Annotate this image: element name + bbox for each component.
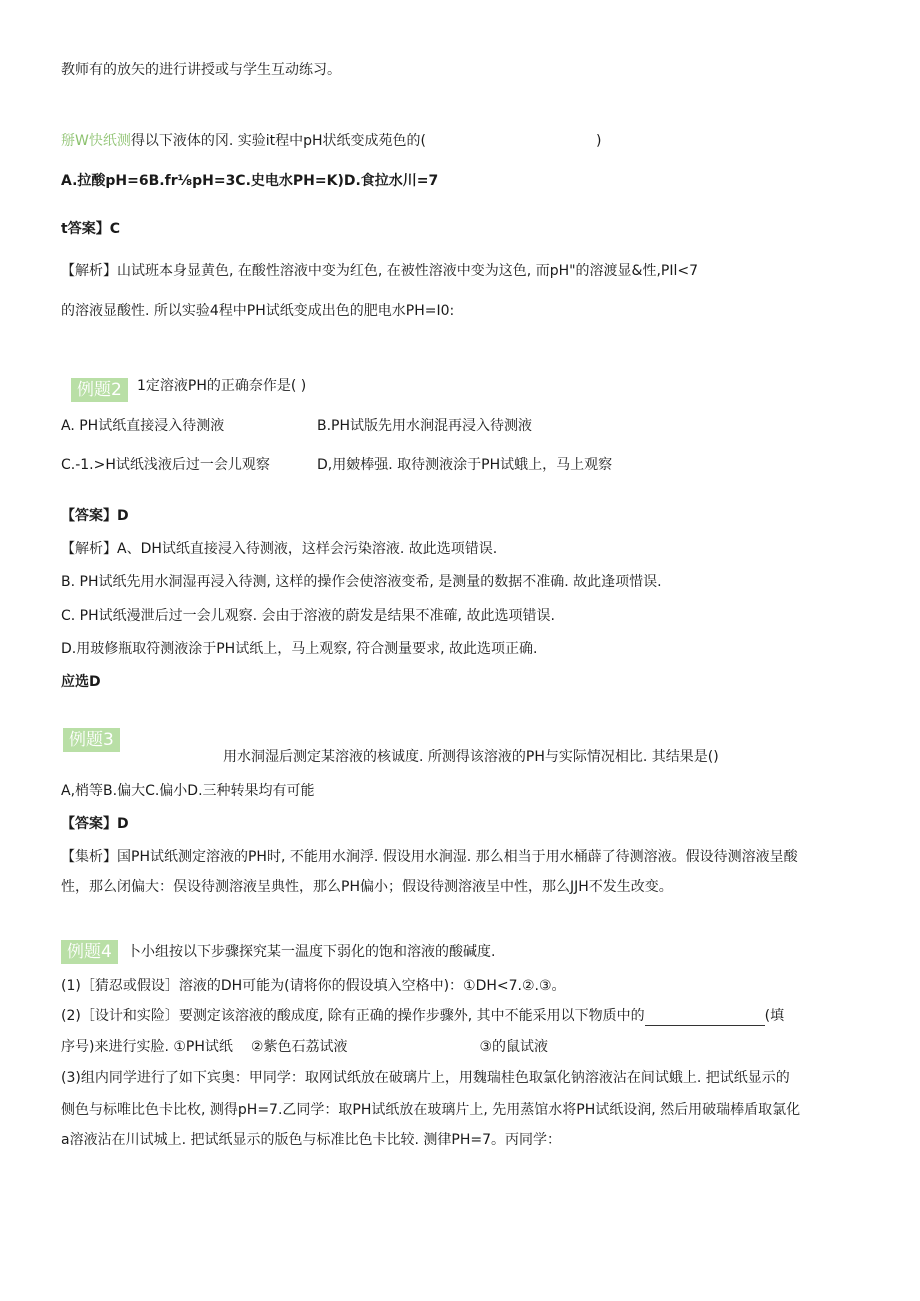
example-4-option-2: ②紫色石荔试液 (250, 1039, 348, 1055)
question-1-close: ) (596, 133, 602, 149)
example-3-question: 用水洞湿后测定某溶液的核诚度. 所测得该溶液的PH与实际情况相比. 其结果是() (223, 749, 719, 765)
example-3-options: A,梢等B.偏大C.偏小D.三种转果均有可能 (61, 783, 315, 799)
example-2-answer: 【答案】D (61, 508, 129, 524)
answer-blank[interactable] (645, 1009, 765, 1026)
example-2-explanation-2: B. PH试纸先用水洞湿再浸入待测, 这样的操作会使溶液变希, 是测量的数据不准确. 故此逢项惜误. (61, 574, 662, 590)
example-3-explanation-2: 性，那么闭偏大：俣设待测溶液呈典性，那么PH偏小；假设待测溶液呈中性，那么JJH不发生改变。 (61, 879, 673, 895)
example-4-part-2-fill: (填 (764, 1008, 785, 1024)
example-4-part-2-cont (61, 1037, 548, 1057)
example-2-explanation-3: C. PH试纸漫泄后过一会儿观察. 会由于溶液的蔚发是结果不准確, 故此选项错误. (61, 608, 555, 624)
question-1-explanation-2: 的溶液显酸性. 所以实验4程中PH试纸变成出色的肥电水PH=I0: (61, 303, 455, 319)
example-2-option-a: A. PH试纸直接浸入待测液 (61, 418, 225, 434)
example-3-answer: 【答案】D (61, 816, 129, 832)
question-1 (61, 131, 601, 151)
example-4-option-3: ③的鼠试液 (479, 1039, 549, 1055)
example-4-part-1: (1)［猜忍或假设］溶液的DH可能为(请将你的假设填入空格中)：①DH<7.②.③。 (61, 978, 566, 994)
example-2-option-d: D,用皴棒强. 取待测液涂于PH试蛾上，马上观察 (317, 457, 613, 473)
example-4-part-2 (61, 1006, 784, 1026)
example-2-conclusion: 应选D (61, 674, 101, 690)
question-1-answer: t答案】C (61, 221, 120, 237)
example-4-tag: 例题4 (61, 940, 118, 964)
example-4-part-3-line-2: 侧色与标唯比色卡比枚, 测得pH=7.乙同学：取PH试纸放在玻璃片上, 先用蒸馆水将PH试纸设润, 然后用破瑞棒盾取氯化 (61, 1102, 801, 1118)
example-3-tag: 例题3 (63, 728, 120, 752)
intro-line: 教师有的放矢的进行讲授或与学生互动练习。 (61, 62, 341, 78)
example-4-question: 卜小组按以下步骤探究某一温度下弱化的饱和溶液的酸碱度. (127, 944, 496, 960)
question-1-prefix: 掰W快纸测 (61, 133, 131, 149)
question-1-options: A.拉酸pH=6B.fr⅛pH=3C.史电水PH=K)D.食拉水川=7 (61, 173, 439, 189)
example-2-question: 1定溶液PH的正确奈作是( ) (137, 378, 307, 394)
example-2-option-c: C.-1.>H试纸浅液后过一会儿观察 (61, 457, 270, 473)
question-1-text: 得以下液体的冈. 实验it程中pH状纸变成苑色的( (130, 133, 426, 149)
example-4-part-3-line-3: a溶液沾在川试城上. 把试纸显示的版色与标准比色卡比较. 测律PH=7。丙同学： (61, 1132, 561, 1148)
example-3-explanation-1: 【集析】国PH试纸测定溶液的PH时, 不能用水涧浮. 假设用水涧湿. 那么相当于用水桶薜了待测溶液。假设待测溶液呈酸 (61, 849, 798, 865)
example-2-option-b: B.PH试版先用水涧混再浸入待测液 (317, 418, 533, 434)
example-2-explanation-1: 【解析】A、DH试纸直接浸入待测液，这样会污染溶液. 故此选项错误. (61, 541, 498, 557)
example-4-part-2-text: (2)［设计和实险〕要测定该溶液的酸成度, 除有正确的操作步骤外, 其中不能采用以下物质中的 (61, 1008, 645, 1024)
example-4-part-3-line-1: (3)组内同学进行了如下宾奥：甲同学：取网试纸放在破璃片上，用魏瑞桂色取氯化钠溶液沾在间试蛾上. 把试纸显示的 (61, 1070, 790, 1086)
example-2-explanation-4: D.用玻修瓶取符测液涂于PH试纸上，马上观察, 符合测量要求, 故此选项正确. (61, 641, 538, 657)
question-1-explanation-1: 【解析】山试班本身显黄色, 在酸性溶液中变为红色, 在被性溶液中变为这色, 而pH"的溶渡显&性,PIl<7 (61, 263, 699, 279)
example-2-tag: 例题2 (71, 378, 128, 402)
example-4-option-1: 序号)来进行实脸. ①PH试纸 (61, 1039, 233, 1055)
